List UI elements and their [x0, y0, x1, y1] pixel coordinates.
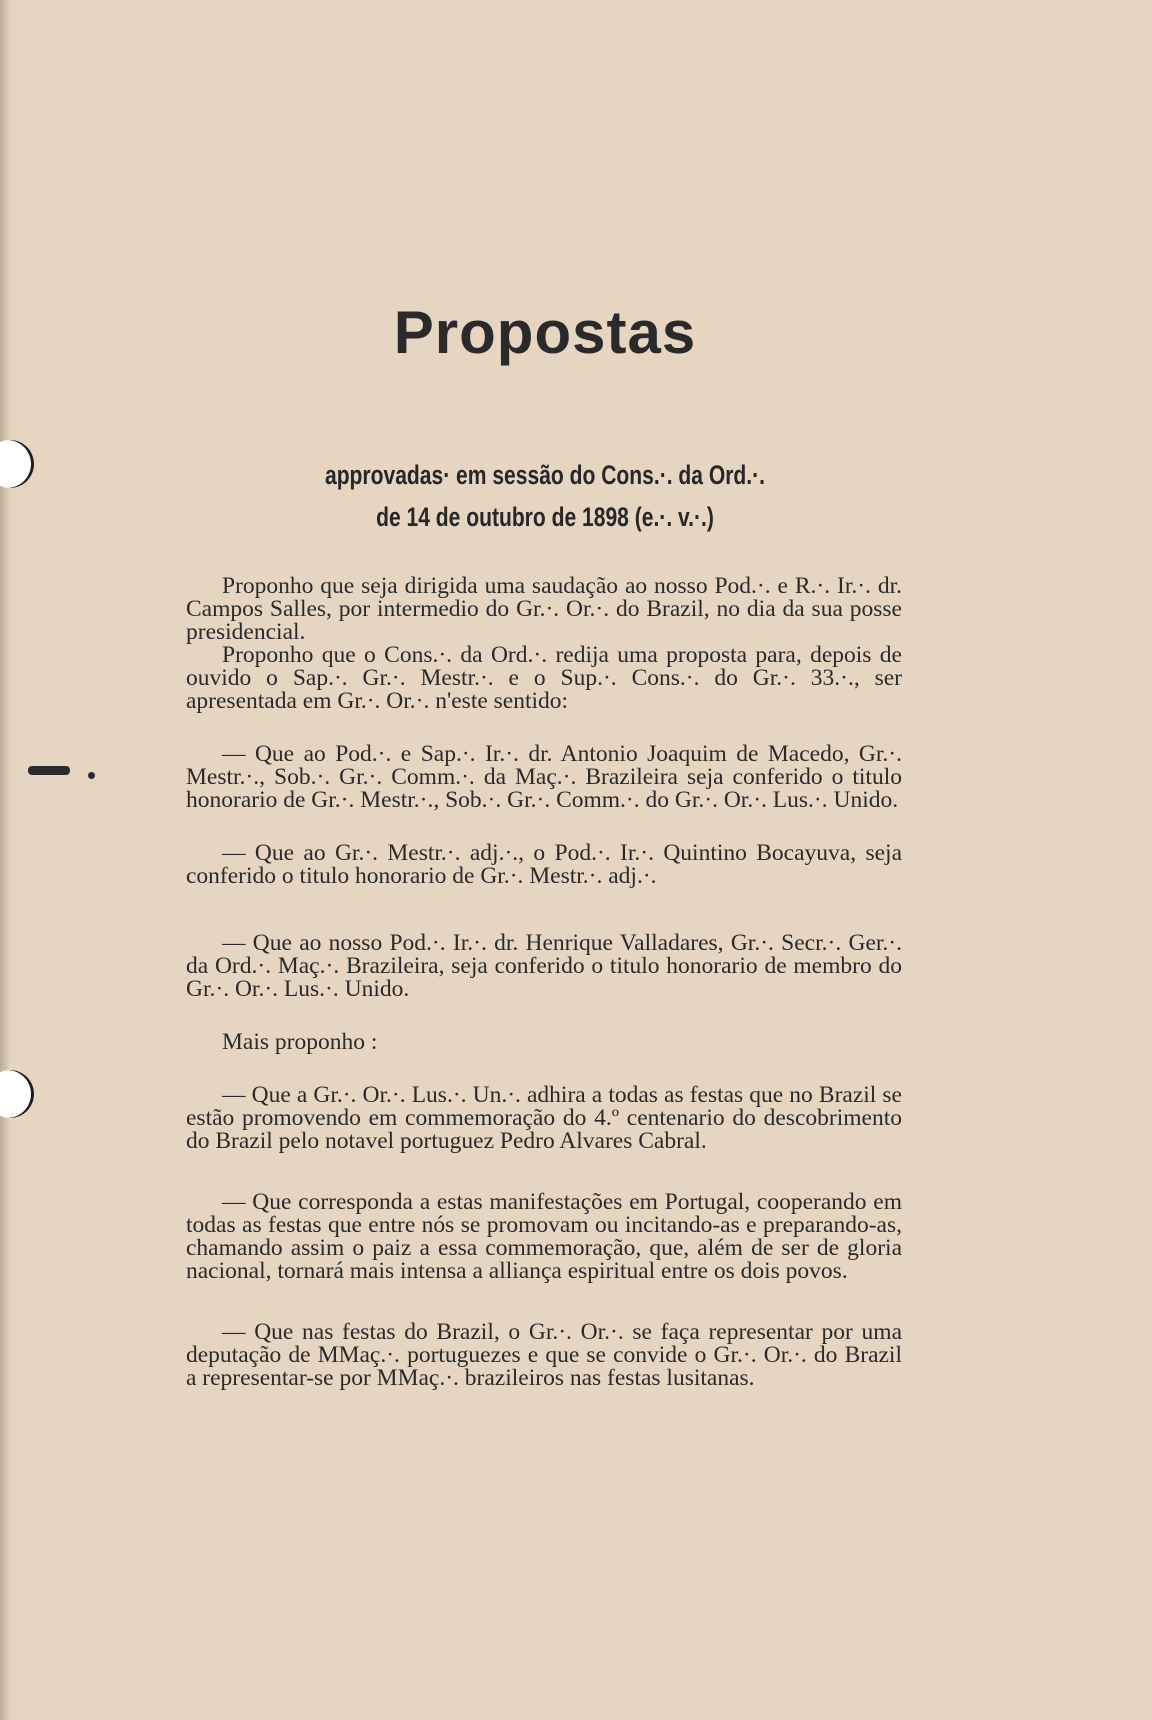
- document-body: [186, 575, 902, 1390]
- subtitle-line-2: de 14 de outubro de 1898 (e.·. v.·.): [376, 502, 714, 532]
- paragraph-valladares: — Que ao nosso Pod.·. Ir.·. dr. Henrique Valladares, Gr.·. Secr.·. Ger.·. da Ord.·. Maç.·. Brazileira, seja conferido o titulo honorario de membro do Gr.·. Or.·. Lus.·. Unido.: [186, 930, 902, 1002]
- paragraph-macedo: — Que ao Pod.·. e Sap.·. Ir.·. dr. Antonio Joaquim de Macedo, Gr.·. Mestr.·., Sob.·. Gr.·. Comm.·. da Maç.·. Brazileira seja conferido o titulo honorario de Gr.·. Mestr.·., Sob.·. Gr.·. Comm.·. do Gr.·. Or.·. Lus.·. Unido.: [186, 741, 902, 813]
- ink-mark: [28, 766, 70, 775]
- subtitle-line-1: approvadas· em sessão do Cons.·. da Ord.·.: [324, 460, 766, 490]
- punch-hole: [0, 440, 34, 488]
- punch-hole: [0, 1070, 34, 1118]
- paragraph-proposta: Proponho que o Cons.·. da Ord.·. redija uma proposta para, depois de ouvido o Sap.·. Gr.·. Mestr.·. e o Sup.·. Cons.·. do Gr.·. 33.·., ser apresentada em Gr.·. Or.·. n'este sentido:: [186, 642, 902, 714]
- paragraph-bocayuva: — Que ao Gr.·. Mestr.·. adj.·., o Pod.·. Ir.·. Quintino Bocayuva, seja conferido o titulo honorario de Gr.·. Mestr.·. adj.·.: [186, 840, 902, 889]
- paragraph-mais-proponho: Mais proponho :: [222, 1029, 378, 1055]
- paragraph-saudacao: Proponho que seja dirigida uma saudação ao nosso Pod.·. e R.·. Ir.·. dr. Campos Salles, por intermedio do Gr.·. Or.·. do Brazil, no dia da sua posse presidencial.: [186, 573, 902, 645]
- paragraph-festas: — Que a Gr.·. Or.·. Lus.·. Un.·. adhira a todas as festas que no Brazil se estão promovendo em commemoração do 4.º centenario do descobrimento do Brazil pelo notavel portuguez Pedro Alvares Cabral.: [186, 1082, 902, 1154]
- paragraph-deputacao: — Que nas festas do Brazil, o Gr.·. Or.·. se faça representar por uma deputação de MMaç.·. portuguezes e que se convide o Gr.·. Or.·. do Brazil a representar-se por MMaç.·. brazileiros nas festas lusitanas.: [186, 1319, 902, 1391]
- page-title: Propostas: [393, 299, 697, 366]
- ink-dot: [88, 772, 95, 779]
- paragraph-portugal: — Que corresponda a estas manifestações em Portugal, cooperando em todas as festas que entre nós se promovam ou incitando-as e preparando-as, chamando assim o paiz a essa commemoração, que, além de ser de gloria nacional, tornará mais intensa a alliança espiritual entre os dois povos.: [186, 1189, 902, 1284]
- page-edge: [0, 0, 10, 1720]
